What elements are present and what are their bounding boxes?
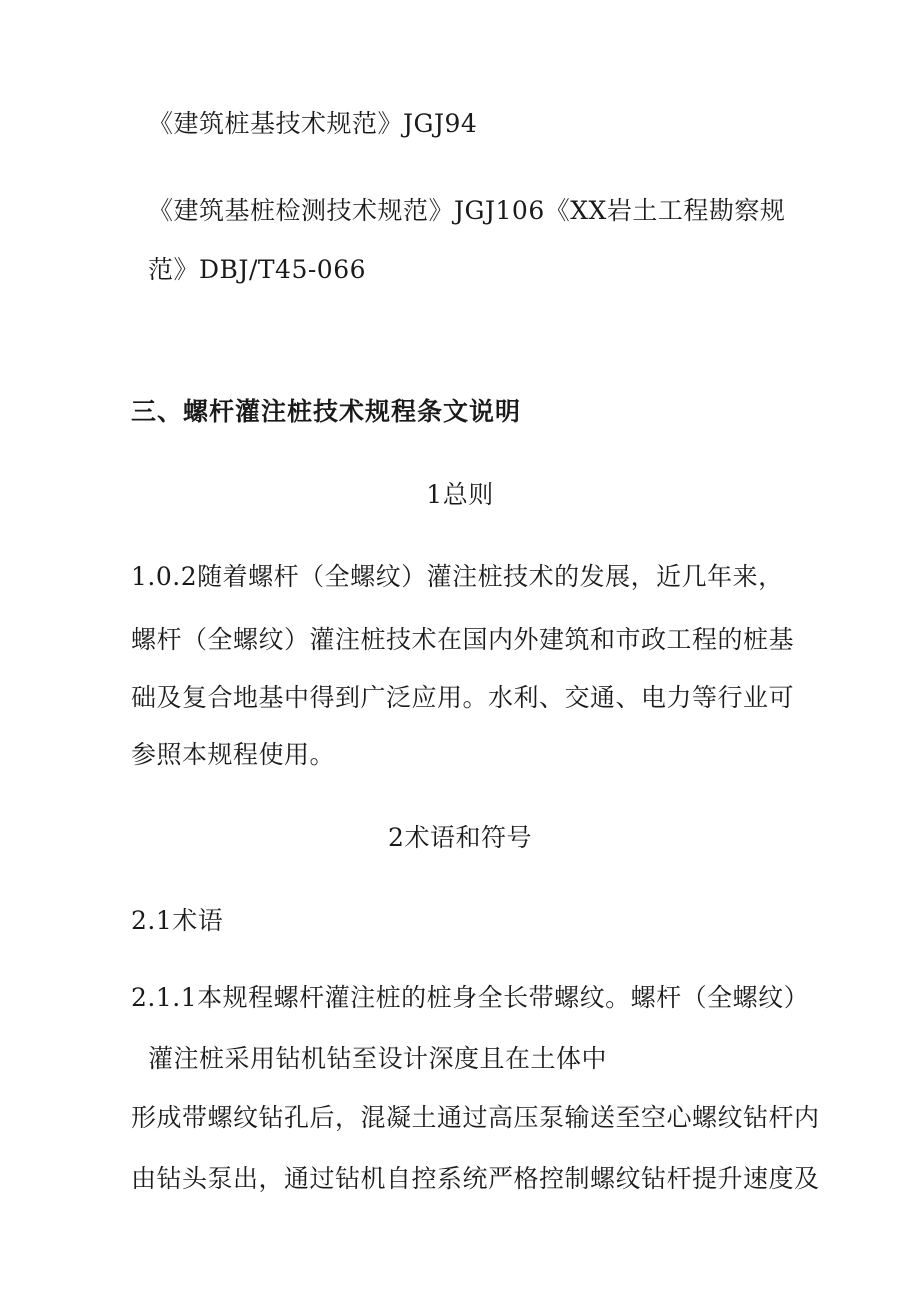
reference-line-1: 《建筑桩基技术规范》JGJ94: [148, 109, 478, 138]
paragraph-2-1-1-line-2: 灌注桩采用钻机钻至设计深度且在土体中: [148, 1044, 608, 1073]
reference-line-3: 范》DBJ/T45-066: [148, 255, 367, 284]
subsection-2-1-title: 2.1术语: [131, 906, 224, 935]
paragraph-1-0-2-line-1: 1.0.2随着螺杆（全螺纹）灌注桩技术的发展，近几年来，: [131, 562, 784, 591]
chapter-1-title: 1总则: [426, 480, 494, 509]
paragraph-1-0-2-line-3: 础及复合地基中得到广泛应用。水利、交通、电力等行业可: [131, 683, 795, 712]
paragraph-2-1-1-line-3: 形成带螺纹钻孔后，混凝土通过高压泵输送至空心螺纹钻杆内: [131, 1103, 820, 1132]
reference-line-2: 《建筑基桩检测技术规范》JGJ106《XX岩土工程勘察规: [148, 196, 786, 225]
paragraph-2-1-1-line-4: 由钻头泵出，通过钻机自控系统严格控制螺纹钻杆提升速度及: [131, 1164, 820, 1193]
paragraph-1-0-2-line-2: 螺杆（全螺纹）灌注桩技术在国内外建筑和市政工程的桩基: [131, 625, 795, 654]
section-heading: 三、螺杆灌注桩技术规程条文说明: [131, 397, 522, 426]
chapter-2-title: 2术语和符号: [388, 823, 532, 852]
paragraph-2-1-1-line-1: 2.1.1本规程螺杆灌注桩的桩身全长带螺纹。螺杆（全螺纹）: [131, 983, 810, 1012]
paragraph-1-0-2-line-4: 参照本规程使用。: [131, 740, 336, 769]
